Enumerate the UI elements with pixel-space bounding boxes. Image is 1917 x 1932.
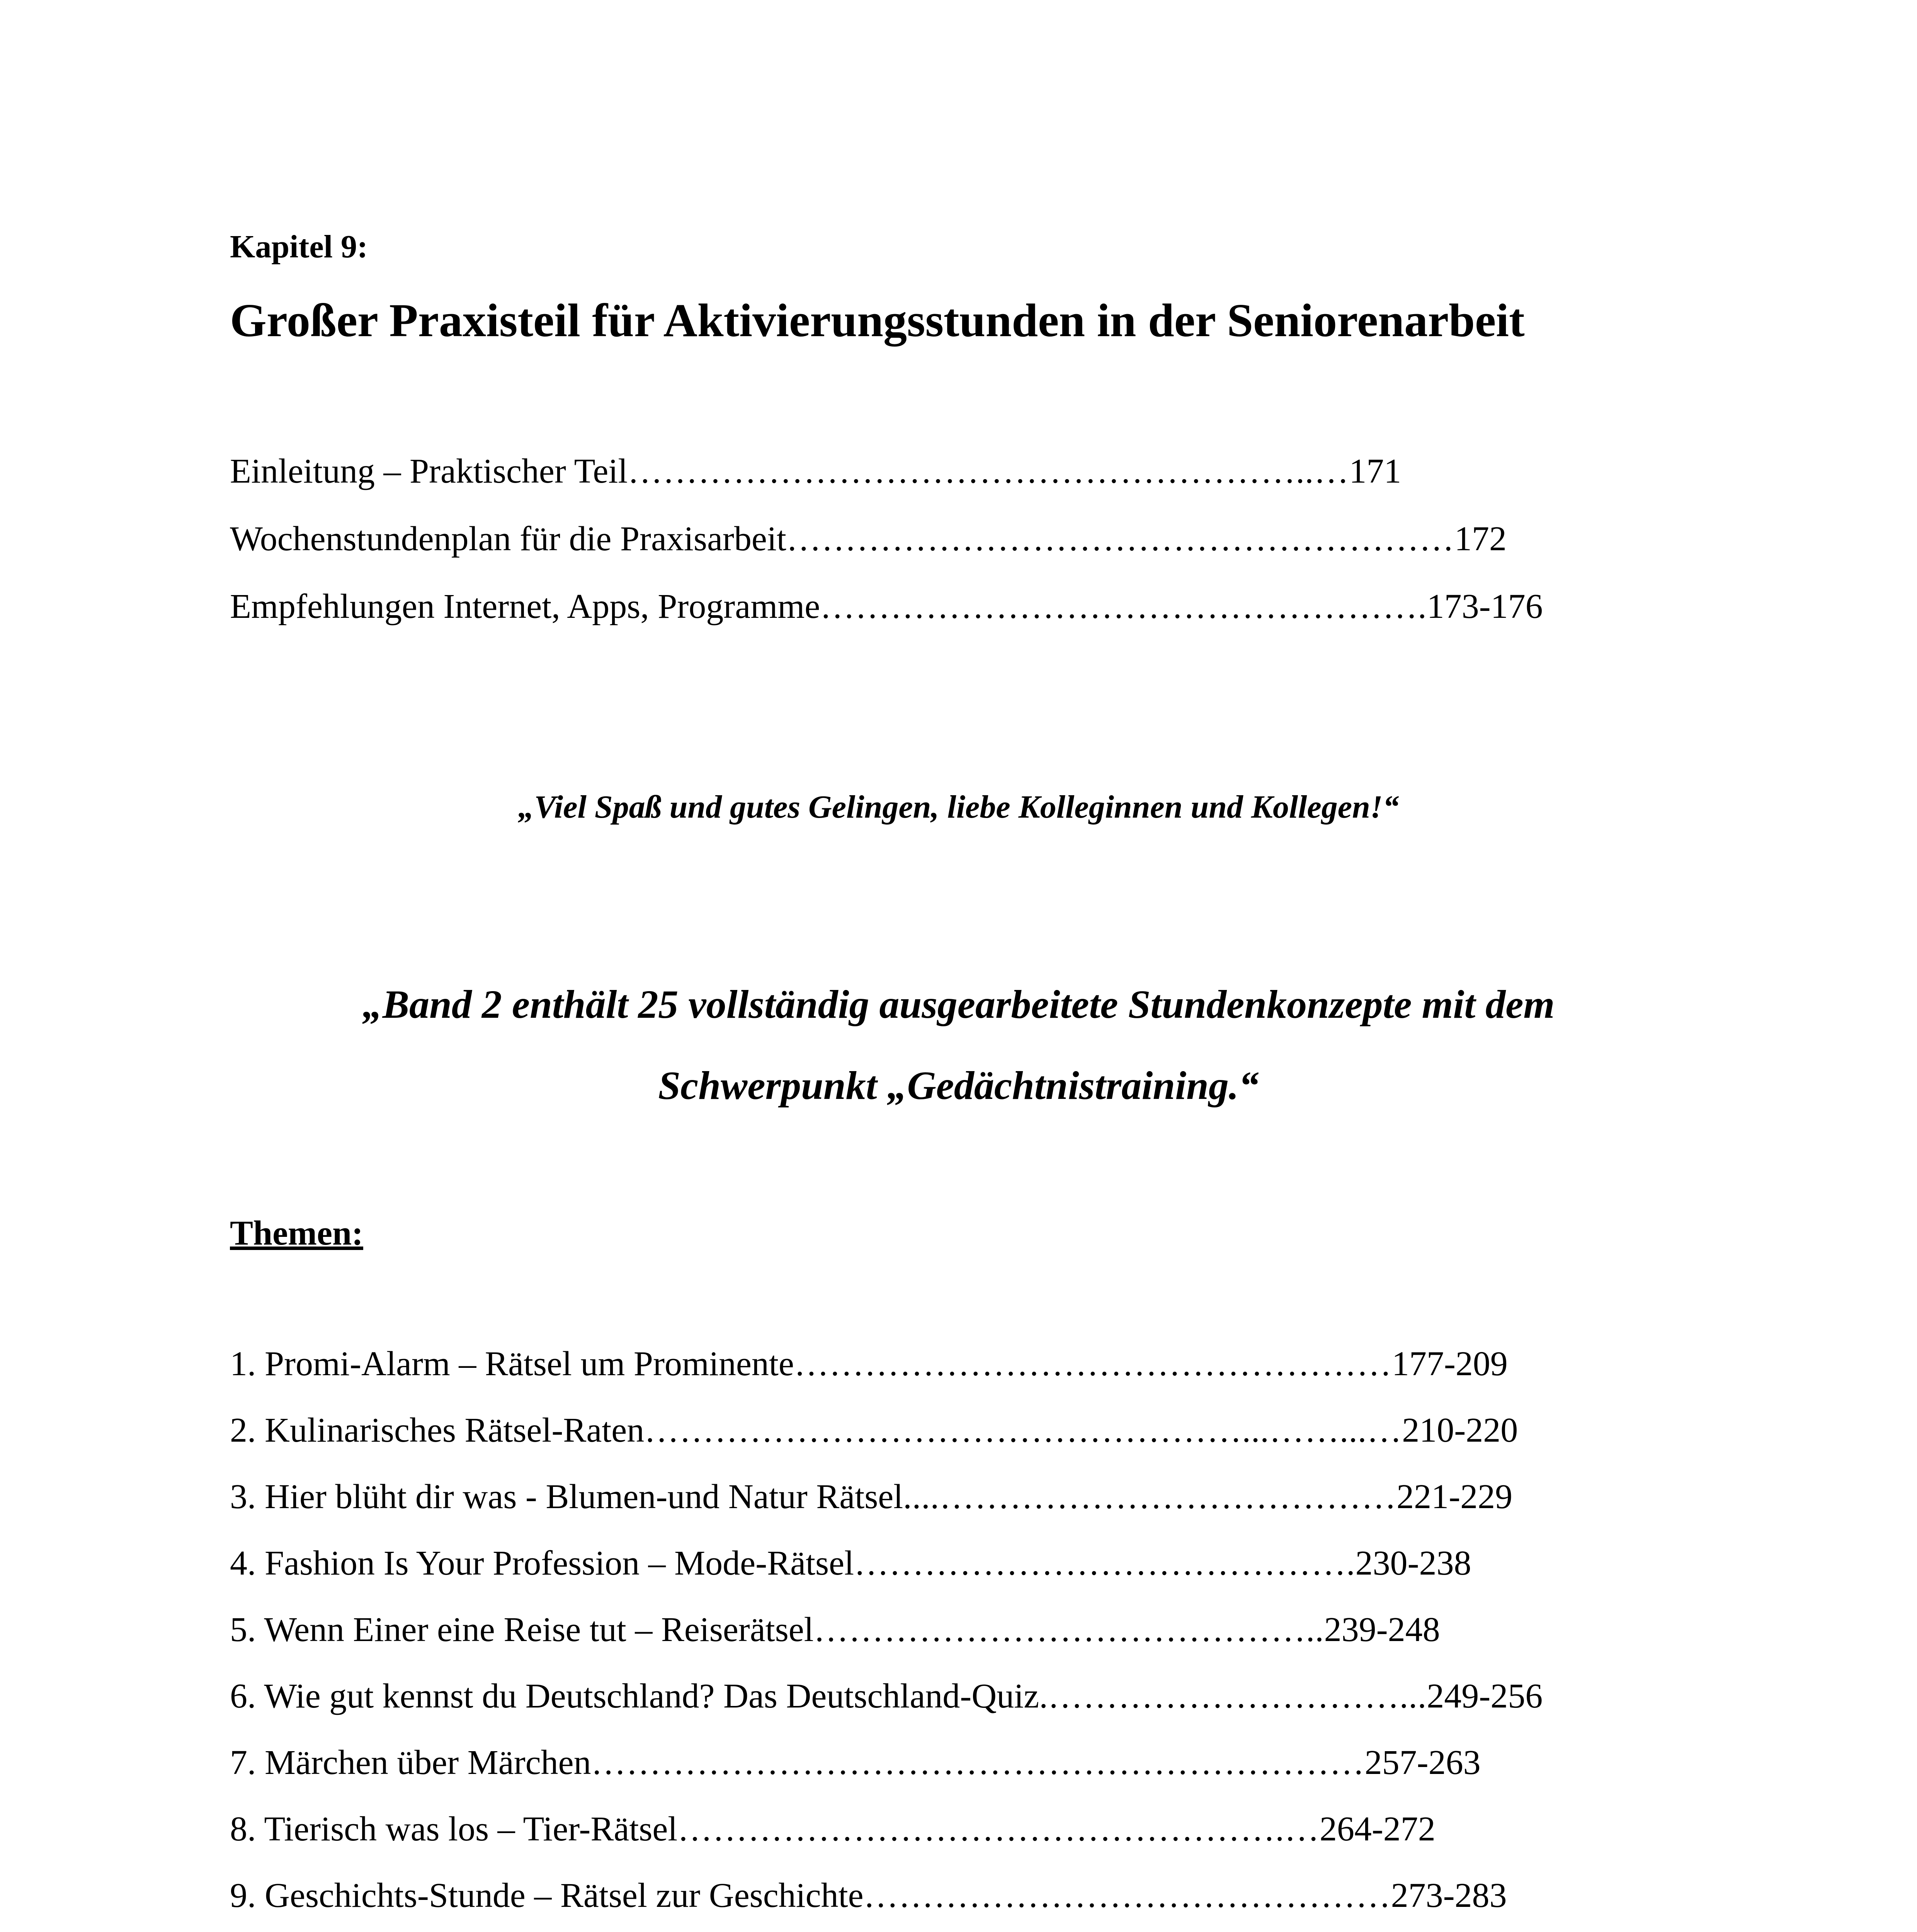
toc-leader-dots: ……………………………………. bbox=[854, 1544, 1356, 1582]
topic-entry bbox=[230, 1345, 1694, 1383]
toc-leader-dots: ……………………………………………...……...… bbox=[644, 1411, 1402, 1449]
toc-entry-pages: 171 bbox=[1349, 452, 1402, 490]
topic-label: 5. Wenn Einer eine Reise tut – Reiserätsel bbox=[230, 1611, 814, 1649]
topic-pages: 210-220 bbox=[1402, 1411, 1518, 1449]
closing-wish-quote: „Viel Spaß und gutes Gelingen, liebe Kolleginnen und Kollegen!“ bbox=[518, 789, 1399, 825]
topic-label: 2. Kulinarisches Rätsel-Raten bbox=[230, 1411, 645, 1449]
toc-leader-dots: ……………………………………………. bbox=[820, 587, 1427, 626]
toc-entry-label: Empfehlungen Internet, Apps, Programme bbox=[230, 587, 820, 626]
topic-pages: 257-263 bbox=[1364, 1743, 1481, 1782]
toc-entry-label: Einleitung – Praktischer Teil bbox=[230, 452, 628, 490]
topic-pages: 264-272 bbox=[1319, 1810, 1436, 1848]
toc-entry bbox=[230, 520, 1694, 558]
topic-entry bbox=[230, 1611, 1694, 1649]
toc-entry-pages: 173-176 bbox=[1427, 587, 1543, 626]
topic-label: 9. Geschichts-Stunde – Rätsel zur Geschichte bbox=[230, 1876, 864, 1915]
toc-leader-dots: ………………………………………………………… bbox=[591, 1743, 1365, 1782]
topic-label: 4. Fashion Is Your Profession – Mode-Rätsel bbox=[230, 1544, 854, 1582]
topic-entry bbox=[230, 1810, 1694, 1849]
toc-entry-label: Wochenstundenplan für die Praxisarbeit bbox=[230, 520, 786, 558]
topic-pages: 177-209 bbox=[1391, 1345, 1508, 1383]
toc-entry bbox=[230, 587, 1694, 626]
band-info-quote-line2: Schwerpunkt „Gedächtnistraining.“ bbox=[658, 1063, 1259, 1108]
chapter-title: Großer Praxisteil für Aktivierungsstunden in der Seniorenarbeit bbox=[230, 294, 1525, 347]
toc-leader-dots: …………………………………………… bbox=[794, 1345, 1392, 1383]
toc-leader-dots: ………………………………………………… bbox=[786, 520, 1454, 558]
topic-entry bbox=[230, 1876, 1694, 1915]
topic-pages: 273-283 bbox=[1391, 1876, 1507, 1915]
topic-entry bbox=[230, 1478, 1694, 1516]
topic-label: 3. Hier blüht dir was - Blumen-und Natur Rätsel bbox=[230, 1478, 903, 1516]
toc-leader-dots: …………………………... bbox=[1048, 1677, 1427, 1715]
topic-label: 7. Märchen über Märchen bbox=[230, 1743, 591, 1782]
toc-entry-pages: 172 bbox=[1454, 520, 1507, 558]
topic-label: 1. Promi-Alarm – Rätsel um Prominente bbox=[230, 1345, 794, 1383]
toc-leader-dots: ……………………………………… bbox=[863, 1876, 1391, 1915]
toc-leader-dots: ....………………………………… bbox=[903, 1478, 1397, 1516]
topic-pages: 249-256 bbox=[1427, 1677, 1543, 1715]
band-info-quote-line1: „Band 2 enthält 25 vollständig ausgearbeitete Stundenkonzepte mit dem bbox=[362, 982, 1555, 1027]
topic-label: 8. Tierisch was los – Tier-Rätsel bbox=[230, 1810, 678, 1848]
toc-entry bbox=[230, 452, 1694, 491]
topic-entry bbox=[230, 1544, 1694, 1583]
topic-pages: 239-248 bbox=[1324, 1611, 1440, 1649]
topic-pages: 221-229 bbox=[1397, 1478, 1513, 1516]
toc-leader-dots: …………………………………………….… bbox=[677, 1810, 1320, 1848]
topic-pages: 230-238 bbox=[1355, 1544, 1471, 1582]
topic-entry bbox=[230, 1411, 1694, 1450]
toc-leader-dots: …………………………………………………..… bbox=[628, 452, 1349, 490]
toc-leader-dots: …………………………………….. bbox=[813, 1611, 1324, 1649]
chapter-label: Kapitel 9: bbox=[230, 229, 368, 265]
themen-heading: Themen: bbox=[230, 1214, 363, 1252]
topic-entry bbox=[230, 1677, 1694, 1716]
topic-label: 6. Wie gut kennst du Deutschland? Das Deutschland-Quiz. bbox=[230, 1677, 1048, 1715]
topic-entry bbox=[230, 1743, 1694, 1782]
